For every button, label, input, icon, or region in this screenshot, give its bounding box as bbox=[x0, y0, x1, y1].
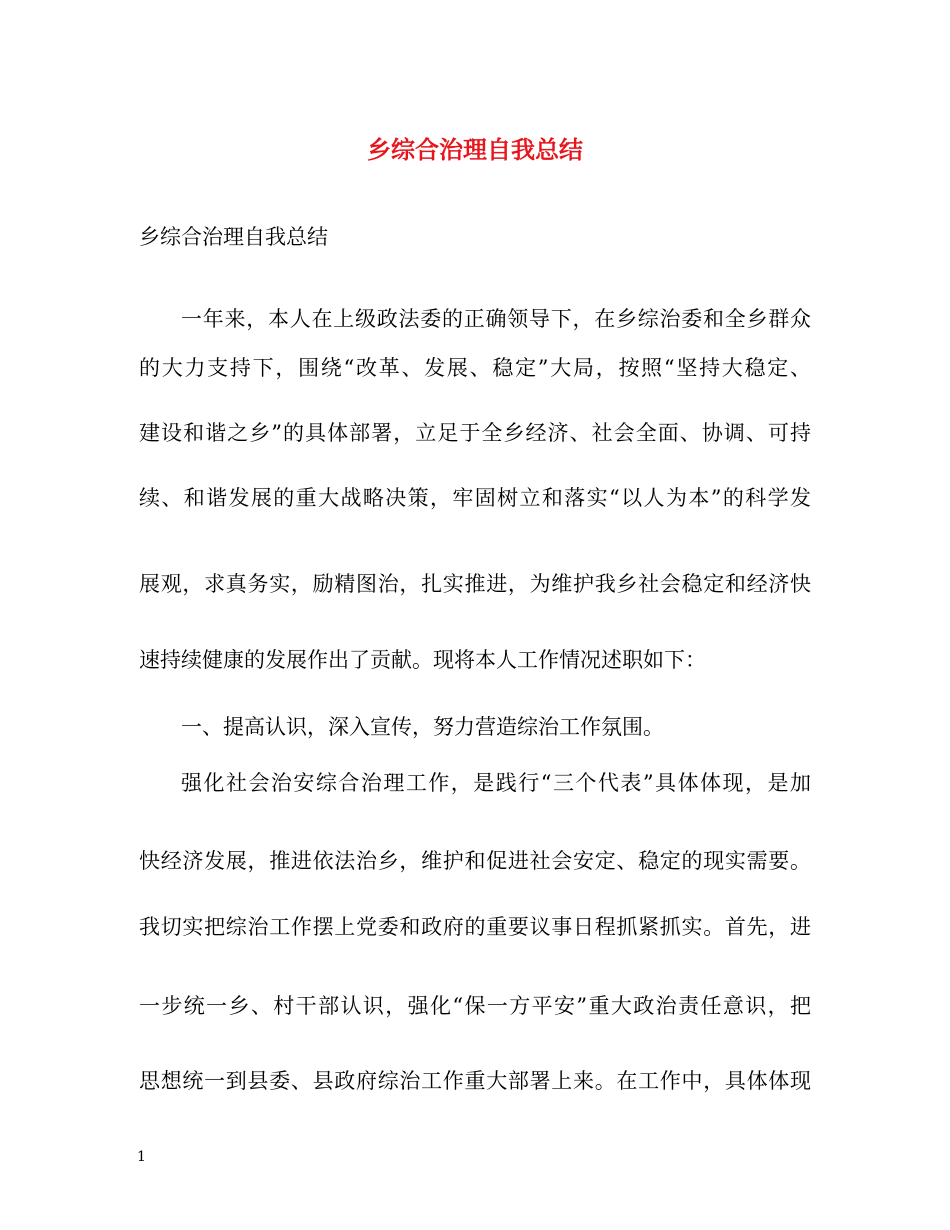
paragraph-line: 续、和谐发展的重大战略决策，牢固树立和落实“以人为本”的科学发 bbox=[139, 486, 811, 510]
paragraph-line: 快经济发展，推进依法治乡，维护和促进社会安定、稳定的现实需要。 bbox=[139, 849, 811, 873]
paragraph-line: 思想统一到县委、县政府综治工作重大部署上来。在工作中，具体体现 bbox=[139, 1069, 811, 1093]
section-heading: 一、提高认识，深入宣传，努力营造综治工作氛围。 bbox=[181, 715, 664, 739]
paragraph-line: 的大力支持下，围绕“改革、发展、稳定”大局，按照“坚持大稳定、 bbox=[139, 356, 811, 380]
paragraph-line: 我切实把综治工作摆上党委和政府的重要议事日程抓紧抓实。首先，进 bbox=[139, 915, 811, 939]
document-subtitle: 乡综合治理自我总结 bbox=[139, 225, 328, 249]
paragraph-line: 展观，求真务实，励精图治，扎实推进，为维护我乡社会稳定和经济快 bbox=[139, 572, 811, 596]
paragraph-line: 一年来，本人在上级政法委的正确领导下，在乡综治委和全乡群众 bbox=[181, 307, 811, 331]
document-title: 乡综合治理自我总结 bbox=[367, 135, 583, 164]
paragraph-line: 一步统一乡、村干部认识，强化“保一方平安”重大政治责任意识，把 bbox=[139, 994, 811, 1018]
page-number: 1 bbox=[137, 1149, 146, 1165]
paragraph-line: 建设和谐之乡”的具体部署，立足于全乡经济、社会全面、协调、可持 bbox=[139, 421, 811, 445]
paragraph-line: 速持续健康的发展作出了贡献。现将本人工作情况述职如下： bbox=[139, 648, 706, 672]
paragraph-line: 强化社会治安综合治理工作，是践行“三个代表”具体体现，是加 bbox=[181, 771, 811, 795]
